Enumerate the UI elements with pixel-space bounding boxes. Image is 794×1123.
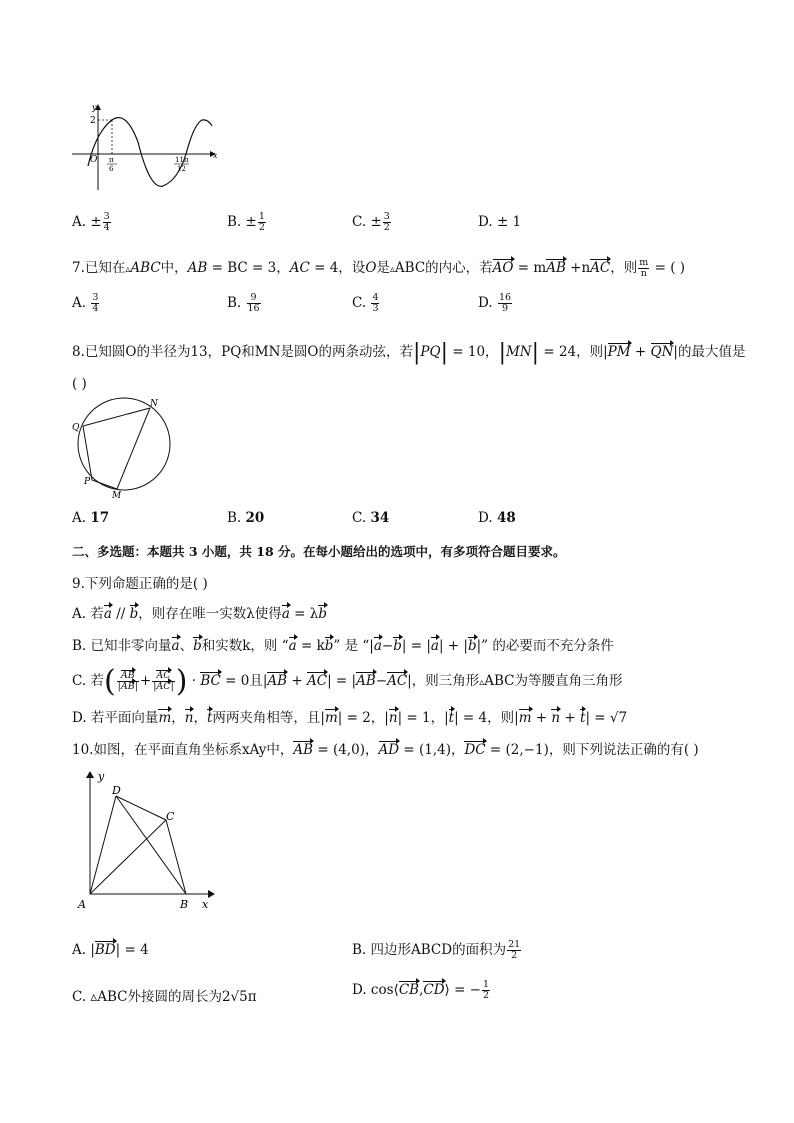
q8-label-p: P <box>84 477 91 487</box>
vec-ac: AC <box>387 673 408 689</box>
q8-option-c[interactable]: C. 34 <box>352 510 390 526</box>
q7-option-d[interactable]: D. $\frac{16}{9}$ <box>478 292 512 314</box>
vec-n: n <box>388 710 398 726</box>
q6-option-a[interactable]: A. ± $\frac{3}{4}$ <box>72 211 110 233</box>
q9-option-d[interactable]: D. 若平面向量m，n，t两两夹角相等，且|m| = 2，|n| = 1，|t| = 4，则|m + n + t| = √7 <box>72 710 628 726</box>
vec-b: b <box>129 606 139 622</box>
q6-xtick1-num: π <box>109 156 114 164</box>
vec-t: t <box>580 710 586 726</box>
q7-stem: 7.已知在▵ABC中，AB = BC = 3，AC = 4，设O是▵ABC的内心，若AO = mAB +nAC，则 $\frac{m}{n}$ = ( ) <box>72 257 686 279</box>
vec-ac: AC <box>156 670 171 681</box>
vec-n: n <box>551 710 561 726</box>
q10-quadrilateral-diagram <box>74 768 224 914</box>
q10-option-b[interactable]: B. 四边形ABCD的面积为 $\frac{21}{2}$ <box>352 939 521 961</box>
vec-b: b <box>324 638 334 654</box>
q6-x-label: x <box>213 151 218 160</box>
q8-stem: 8.已知圆O的半径为13，PQ和MN是圆O的两条动弦，若|PQ| = 10，|MN| = 24，则|PM + QN|的最大值是 <box>72 340 746 365</box>
q10-vec-ab: AB <box>293 742 314 758</box>
q8-circle-diagram <box>66 396 178 502</box>
q8-label-q: Q <box>72 423 80 433</box>
vec-t: t <box>206 710 213 726</box>
q10-vec-cb: CB <box>398 982 420 998</box>
q7-vec-ao: AO <box>492 260 514 276</box>
section-2-heading: 二、多选题：本题共 3 小题，共 18 分。在每小题给出的选项中，有多项符合题目要求。 <box>72 544 566 559</box>
q8-vec-pm: PM <box>607 344 631 360</box>
vec-b: b <box>318 606 327 622</box>
vec-bc: BC <box>200 673 221 689</box>
q8-label-m: M <box>112 491 122 501</box>
vec-t: t <box>448 710 455 726</box>
vec-m: m <box>324 710 338 726</box>
q6-xtick1-den: 6 <box>109 165 114 173</box>
q10-vec-dc: DC <box>464 742 486 758</box>
q6-option-c[interactable]: C. ± $\frac{3}{2}$ <box>352 211 390 233</box>
vec-m: m <box>518 710 532 726</box>
q9c-frac-ab: $\frac{AB}{|AB|}$ <box>117 670 138 692</box>
q9-option-c[interactable]: C. 若( $\frac{AB}{|AB|}$ + $\frac{AC}{|AC|}$ ) · BC = 0且|AB + AC| = |AB−AC|，则三角形▵ABC为等腰直角三角形 <box>72 664 623 699</box>
q10-option-d-fraction: $\frac{1}{2}$ <box>483 979 490 1001</box>
q9c-frac-ac: $\frac{AC}{|AC|}$ <box>153 670 174 692</box>
q10-option-d[interactable]: D. cos⟨CB,CD⟩ = − $\frac{1}{2}$ <box>352 979 490 1001</box>
q7-option-d-fraction: $\frac{16}{9}$ <box>498 292 512 314</box>
q10-label-d: D <box>112 784 121 797</box>
q10-vec-ad: AD <box>378 742 400 758</box>
q6-y-label: y <box>92 103 97 112</box>
q7-option-b-fraction: $\frac{9}{16}$ <box>247 292 260 314</box>
q8-vec-qn: QN <box>650 344 674 360</box>
q10-option-b-fraction: $\frac{21}{2}$ <box>508 939 521 961</box>
q10-label-b: B <box>180 898 189 911</box>
vec-ac: AC <box>156 681 171 692</box>
q7-option-a-fraction: $\frac{3}{4}$ <box>92 292 99 314</box>
vec-ab: AB <box>267 673 288 689</box>
q7-option-a[interactable]: A. $\frac{3}{4}$ <box>72 292 99 314</box>
q9-stem: 9.下列命题正确的是( ) <box>72 576 208 592</box>
q10-label-c: C <box>166 810 175 823</box>
q10-vec-cd: CD <box>423 982 445 998</box>
q6-option-d[interactable]: D. ± 1 <box>478 214 522 230</box>
q7-option-b[interactable]: B. $\frac{9}{16}$ <box>227 292 260 314</box>
q6-option-c-fraction: $\frac{3}{2}$ <box>383 211 390 233</box>
q7-vec-ac: AC <box>590 260 611 276</box>
q7-ratio-fraction: $\frac{m}{n}$ <box>639 257 649 279</box>
q6-option-b[interactable]: B. ± $\frac{1}{2}$ <box>227 211 265 233</box>
q8-paren: ( ) <box>72 376 87 392</box>
vec-b: b <box>467 638 477 654</box>
vec-a: a <box>171 638 180 654</box>
vec-m: m <box>158 710 172 726</box>
vec-n: n <box>184 710 194 726</box>
q6-xtick2-num: 11π <box>175 156 189 164</box>
vec-a: a <box>430 638 439 654</box>
q10-label-x: x <box>202 898 209 911</box>
vec-a: a <box>281 606 290 622</box>
q7-option-c[interactable]: C. $\frac{4}{3}$ <box>352 292 379 314</box>
q10-label-a: A <box>78 898 86 911</box>
vec-ab: AB <box>356 673 376 689</box>
vec-a: a <box>103 606 112 622</box>
q10-vec-bd: BD <box>94 942 116 958</box>
q10-label-y: y <box>98 770 105 783</box>
vec-a: a <box>373 638 382 654</box>
q6-y-tick: 2 <box>90 116 96 126</box>
vec-b: b <box>393 638 402 654</box>
vec-b: b <box>193 638 202 654</box>
q7-option-c-fraction: $\frac{4}{3}$ <box>372 292 379 314</box>
vec-a: a <box>288 638 297 654</box>
q8-label-n: N <box>150 399 158 409</box>
q6-sine-graph <box>68 102 218 192</box>
q6-option-b-fraction: $\frac{1}{2}$ <box>258 211 265 233</box>
vec-ac: AC <box>307 673 328 689</box>
q10-option-a[interactable]: A. |BD| = 4 <box>72 942 149 958</box>
q6-option-a-fraction: $\frac{3}{4}$ <box>103 211 110 233</box>
q10-option-c[interactable]: C. ▵ABC外接圆的周长为2√5π <box>72 989 257 1005</box>
vec-ab: AB <box>120 681 135 692</box>
q7-vec-ab: AB <box>546 260 566 276</box>
q9-option-a[interactable]: A. 若a // b，则存在唯一实数λ使得a = λb <box>72 606 327 622</box>
q10-stem: 10.如图，在平面直角坐标系xAy中，AB = (4,0)，AD = (1,4)，DC = (2,−1)，则下列说法正确的有( ) <box>72 742 699 758</box>
q8-option-a[interactable]: A. 17 <box>72 510 110 526</box>
q8-option-b[interactable]: B. 20 <box>227 510 265 526</box>
q8-option-d[interactable]: D. 48 <box>478 510 516 526</box>
q9-option-b[interactable]: B. 已知非零向量a、b和实数k，则 “a = kb” 是 “|a−b| = |a| + |b|” 的必要而不充分条件 <box>72 638 614 654</box>
vec-ab: AB <box>120 670 135 681</box>
q6-xtick2-den: 12 <box>177 165 186 173</box>
q6-origin: O <box>90 155 98 165</box>
